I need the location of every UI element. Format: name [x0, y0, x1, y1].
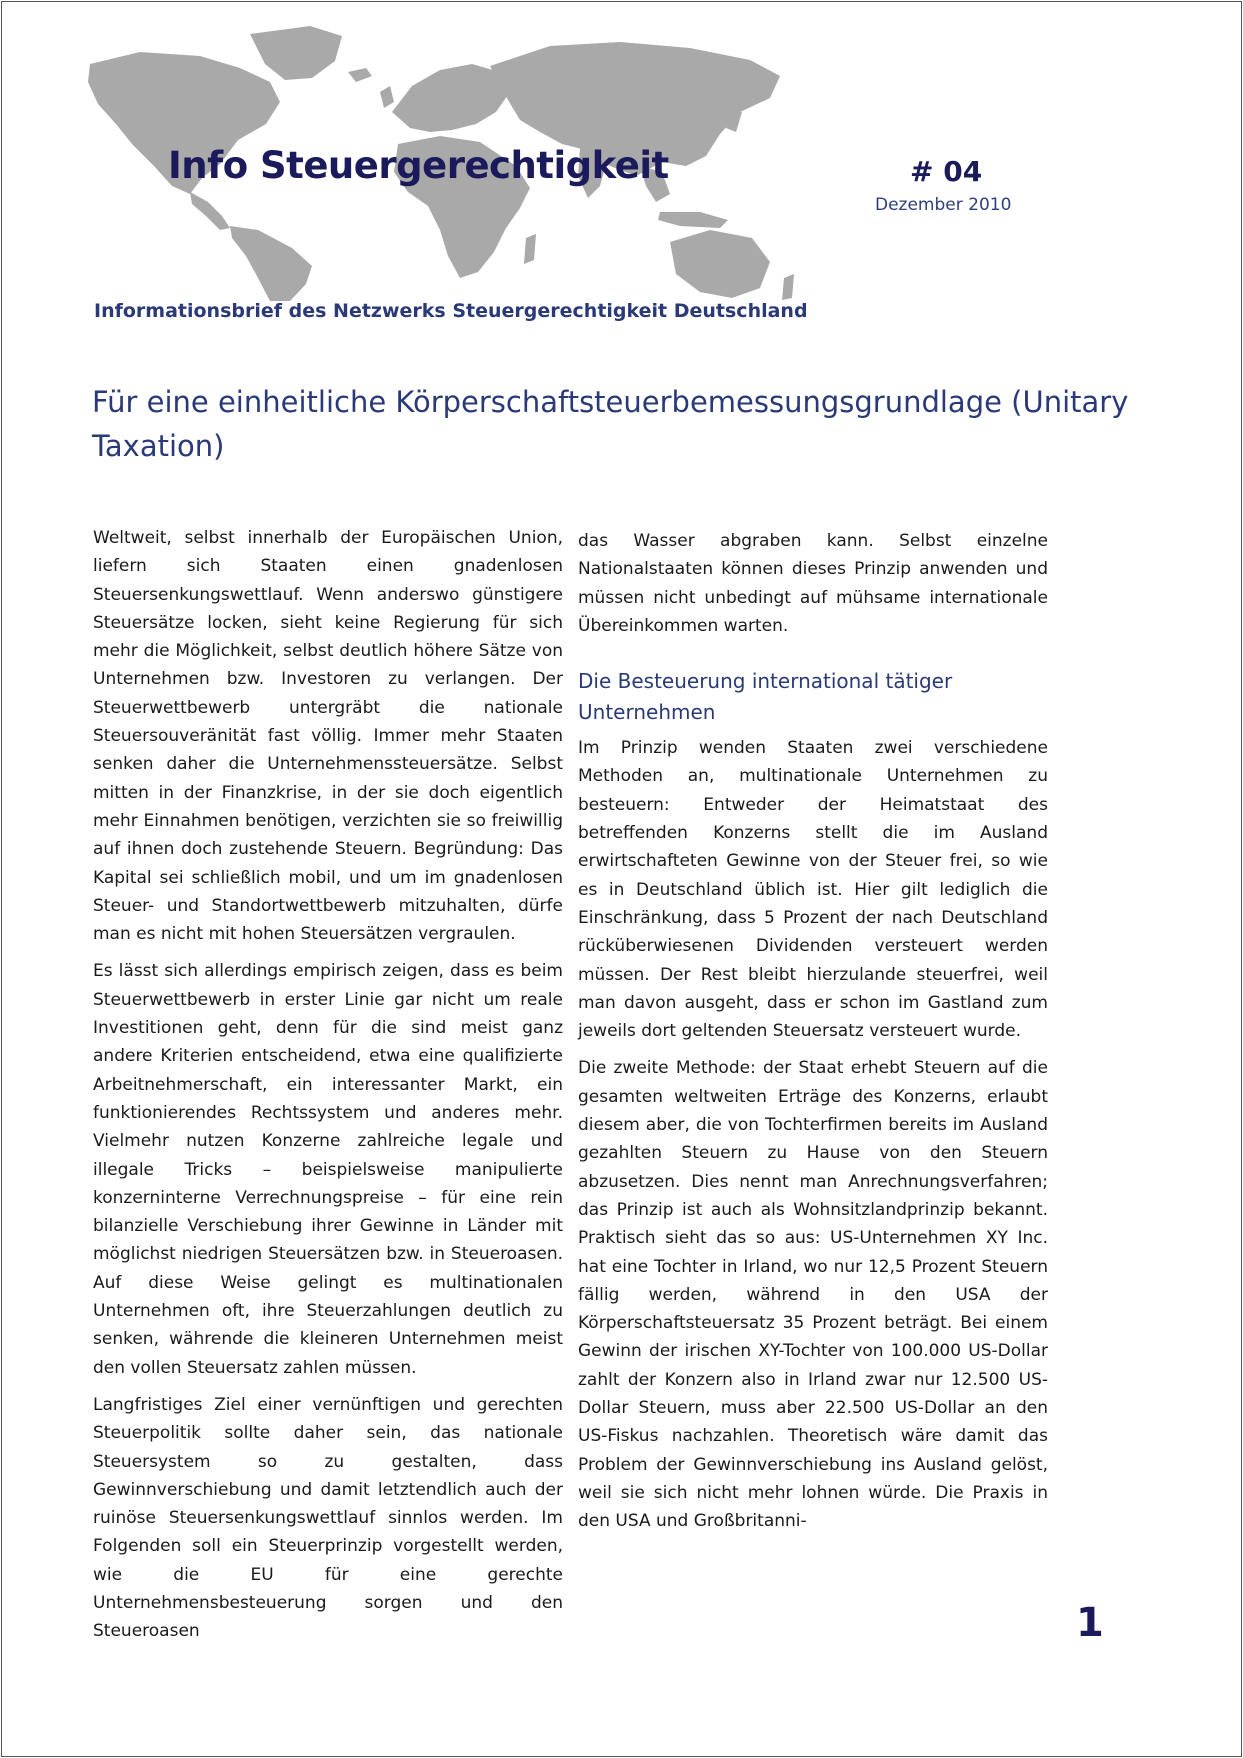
- paragraph: Es lässt sich allerdings empirisch zeigen, dass es beim Steuerwettbewerb in erster Linie gar nicht um reale Investitionen geht, denn für die sind meist ganz andere Kriterien entscheidend, etwa eine qualifizierte Arbeitnehmerschaft, ein interessanter Markt, ein funktionierendes Rechtssystem und anderes mehr. Vielmehr nutzen Konzerne zahlreiche legale und illegale Tricks – beispielsweise manipulierte konzerninterne Verrechnungspreise – für eine rein bilanzielle Verschiebung ihrer Gewinne in Länder mit möglichst niedrigen Steuersätzen bzw. in Steueroasen. Auf diese Weise gelingt es multinationalen Unternehmen oft, ihre Steuerzahlungen deutlich zu senken, währende die kleineren Unternehmen meist den vollen Steuersatz zahlen müssen.: [93, 961, 563, 1378]
- article-headline: Für eine einheitliche Körperschaftsteuerbemessungsgrundlage (Unitary Taxation): [92, 385, 1129, 463]
- right-column: [578, 527, 1048, 1545]
- paragraph: Langfristiges Ziel einer vernünftigen und gerechten Steuerpolitik sollte daher sein, das nationale Steuersystem so zu gestalten, dass Gewinnverschiebung und damit letztendlich auch der ruinöse Steuersenkungswettlauf sinnlos werden. Im Folgenden soll ein Steuerprinzip vorgestellt werden, wie die EU für eine gerechte Unternehmensbesteuerung sorgen und den Steueroasen: [93, 1394, 563, 1642]
- page-number: 1: [1076, 1600, 1104, 1646]
- publication-title: Info Steuergerechtigkeit: [168, 144, 669, 187]
- paragraph: Die zweite Methode: der Staat erhebt Steuern auf die gesamten weltweiten Erträge des Konzerns, erlaubt diesem aber, die von Tochterfirmen bereits im Ausland gezahlten Steuern zu Hause von den Steuern abzusetzen. Dies nennt man Anrechnungsverfahren; das Prinzip ist auch als Wohnsitzlandprinzip bekannt. Praktisch sieht das so aus: US-Unternehmen XY Inc. hat eine Tochter in Irland, wo nur 12,5 Prozent Steuern fällig werden, während in den USA der Körperschaftsteuersatz 35 Prozent beträgt. Bei einem Gewinn der irischen XY-Tochter von 100.000 US-Dollar zahlt der Konzern also in Irland zwar nur 12.500 US-Dollar Steuern, muss aber 22.500 US-Dollar an den US-Fiskus nachzahlen. Theoretisch wäre damit das Problem der Gewinnverschiebung ins Ausland gelöst, weil sie sich nicht mehr lohnen würde. Die Praxis in den USA und Großbritanni-: [578, 1058, 1048, 1532]
- document-page: [1, 1, 1242, 1757]
- section-heading: Die Besteuerung international tätiger Unternehmen: [578, 669, 953, 725]
- issue-number: # 04: [910, 155, 983, 188]
- paragraph: Im Prinzip wenden Staaten zwei verschiedene Methoden an, multinationale Unternehmen zu besteuern: Entweder der Heimatstaat des betreffenden Konzerns stellt die im Ausland erwirtschafteten Gewinne von der Steuer frei, so wie es in Deutschland üblich ist. Hier gilt lediglich die Einschränkung, dass 5 Prozent der nach Deutschland rücküberwiesenen Dividenden versteuert werden müssen. Der Rest bleibt hierzulande steuerfrei, weil man davon ausgeht, dass er schon im Gastland zum jeweils dort geltenden Steuersatz versteuert wurde.: [578, 738, 1048, 1042]
- paragraph: das Wasser abgraben kann. Selbst einzelne Nationalstaaten können dieses Prinzip anwenden und müssen nicht unbedingt auf mühsame internationale Übereinkommen warten.: [578, 531, 1048, 636]
- publication-subtitle: Informationsbrief des Netzwerks Steuergerechtigkeit Deutschland: [94, 300, 808, 322]
- left-column: [93, 524, 563, 1655]
- issue-date: Dezember 2010: [875, 195, 1012, 215]
- paragraph: Weltweit, selbst innerhalb der Europäischen Union, liefern sich Staaten einen gnadenlosen Steuersenkungswettlauf. Wenn anderswo günstigere Steuersätze locken, sieht keine Regierung für sich mehr die Möglichkeit, selbst deutlich höhere Sätze von Unternehmen bzw. Investoren zu verlangen. Der Steuerwettbewerb untergräbt die nationale Steuersouveränität fast völlig. Immer mehr Staaten senken daher die Unternehmenssteuersätze. Selbst mitten in der Finanzkrise, in der sie doch eigentlich mehr Einnahmen benötigen, verzichten sie so freiwillig auf ihnen doch zustehende Steuern. Begründung: Das Kapital sei schließlich mobil, und um im gnadenlosen Steuer- und Standortwettbewerb mitzuhalten, dürfe man es nicht mit hohen Steuersätzen vergraulen.: [93, 528, 563, 945]
